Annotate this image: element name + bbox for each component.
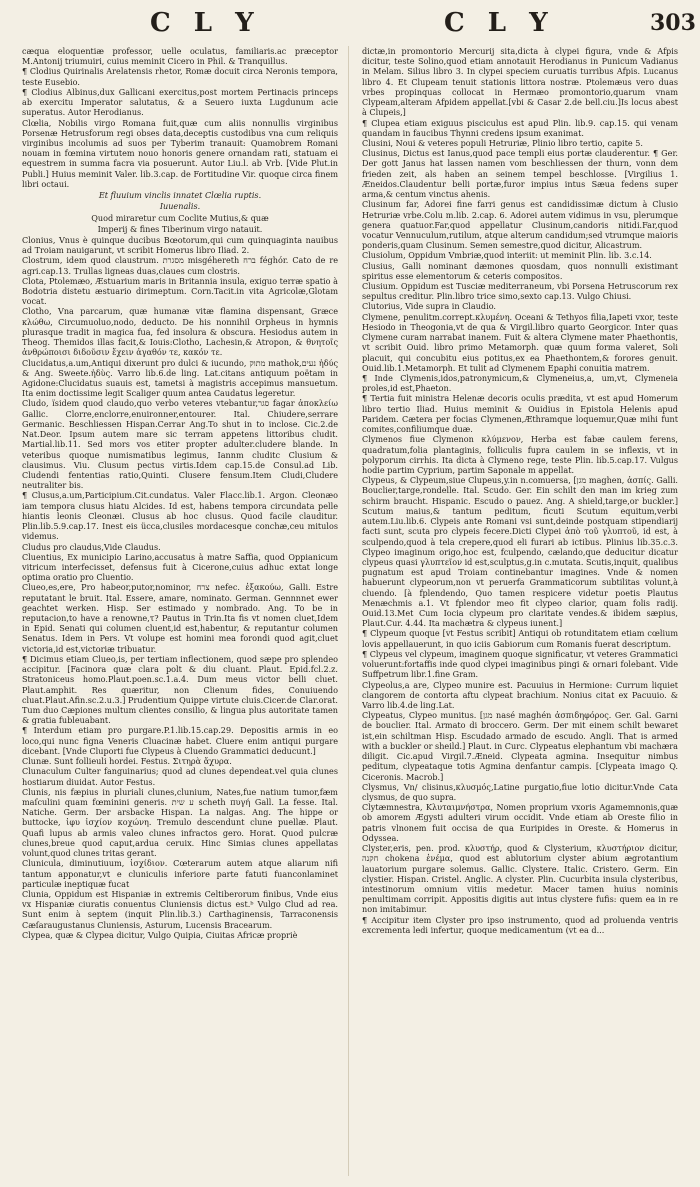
- dictionary-entry: Clunæ. Sunt follieuli hordei. Festus. Σιτηρὰ ἄχυρα.: [22, 756, 232, 767]
- dictionary-entry: ¶ Interdum etiam pro purgare.P.1.lib.15.cap.29. Depositis armis in eo loco,qui nunc figna Veneris Cluacinæ habet. Cluere enim antiqui purgare dicebant. [Vnde Cluporti fue Clypeus à Cluendo Grammatici deducunt.]: [22, 725, 338, 756]
- right-text-column: [362, 46, 678, 1176]
- dictionary-entry: ¶ Clypeum quoque [vt Festus scribit] Antiqui ob rotunditatem etiam cœlium lovis appellauerunt, in quo iciis Gabiorum cum Romanis fuerat descriptum.: [362, 628, 678, 649]
- dictionary-entry: Clotho, Vna parcarum, quæ humanæ vitæ flamina dispensant, Græce κλώθω, Circumuoluo,nodo, deducto. De his nonnihil Orpheus in hymnis plurasque tradit in magica fua, fed insolura & obscura. Hesiodus autem in Theog. Themidos illas facit,& Iouis:Clotho, Lachesin,& Atropon, & θνητοῖς ἀνθρώποισι διδοῦσιν ἔχειν ἀγαθόν τε, κακόν τε.: [22, 306, 338, 358]
- dictionary-entry: Clostrum, idem quod claustrum. מסגרת misgéhereth ברח féghór. Cato de re agri.cap.13. Trullas ligneas duas,claues cum clostris.: [22, 255, 338, 276]
- dictionary-entry: Clunis, nis fæpius in pluriali clunes,clunium, Nates,fue natium tumor,fæm maſculini quam fœminini generis. ע שית scheth πυγή Gall. La fesse. Ital. Natiche. Germ. Der arsbacke Hispan. La nalgas. Ang. The hippe or buttocke, ἰφυ ἰσχίον κοχώνη. Tremulo descendunt clune puellæ. Plaut. Quafi lupus ab armis valeo clunes infractos gero. Horat. Quod pulcræ clunes,breue quod caput,ardua ceruix. Hinc Simias clunes appellatas volunt,quod clunes tritas gerant.: [22, 786, 338, 859]
- dictionary-entry: Et fluuium vinclis innatet Clœlia ruptis.: [98, 190, 262, 201]
- dictionary-entry: Cludo, ïsidem quod claudo,quo verbo veteres vtebantur,סגר fagar ἀποκλείω Gallic. Clorre,enclorre,enuironner,entourer. Ital. Chiudere,serrare Germanic. Beschliessen Hispan.Cerrar Ang.To shut in to inclose. Cic.2.de Nat.Deor. Ipsum autem mare sic terram appetens littoribus cludit. Martial.lib.11. Sed mors vos etiter propter adulter.cludere blande. In veteribus quoque numismatibus legimus, Iannm cluditc Clusium & clausimus. Viu. Clusum pectus virtis.Idem cap.15.de Consul.ad Lib. Cludendi fententias ratio,Quinti. Clusere fensum.Item Cludi,Cludere neutraliter bis.: [22, 398, 338, 491]
- dictionary-entry: Clypeatus, Clypeo munitus. [מגן nasé maghén ἀσπιδηφόρος. Ger. Gal. Garni de bouclier. Ital. Armato di broccero. Germ. Der mit einem schilt bewaret ist,ein schiltman Hisp. Escudado armado de escudo. Angli. That is armed with a buckler or sheild.] Plaut. in Curc. Clypeatus elephantum vbi machæra diligit. Cic.apud Virgil.7.Æneid. Clypeata agmina. Insequitur nimbus peditum, clypeataque totis Agmina denfantur campis. [Clypeata imago Q. Ciceronis. Macrob.]: [362, 710, 678, 782]
- dictionary-entry: Clœlia, Nobilis virgo Romana fuit,quæ cum aliis nonnullis virginibus Porsenæ Hetrusforum regi obses data,deceptis custodibus vna cum reliquis virginibus incolumis ad suos per Tyberim tranauit: Quamobrem Romani nouam in fœmina virtutem nouo honoris genere ornandam rati, statuam ei equestrem in summa facra via posuerunt. Autor Liu.l. ab Vrb. [Vide Plut.in Publi.] Huius meminit Valer. lib.3.cap. de Fortitudine Vir. quoque circa finem libri octaui.: [22, 117, 338, 189]
- dictionary-entry: Clonius, Vnus è quinque ducibus Bœotorum,qui cum quinquaginta nauibus ad Troiam nauigarunt, vt scribit Homerus libro Iliad. 2.: [22, 234, 338, 256]
- page-number: 303: [650, 10, 696, 36]
- dictionary-entry: ¶ Clupea etiam exiguus pisciculus est apud Plin. lib.9. cap.15. qui venam quandam in faucibus Thynni credens ipsum exanimat.: [362, 117, 678, 138]
- dictionary-entry: Clusinus, Dictus est Ianus,quod pace templi eius portæ clauderentur. ¶ Ger. Der gott Janus hat lassen namen vom beschliessen der thurn, vonn dem frieden zeit, als haben an seinem tempel beschlosse. [Virgilius 1. Æneidos.Claudentur belli portæ,furor impius intus Sæua fedens super arma,& centum vinctus ahenis.: [362, 148, 678, 200]
- dictionary-entry: Clutorius, Vide supra in Claudio.: [362, 301, 497, 312]
- dictionary-entry: Clueo,es,ere, Pro habeor,putor,nominor, צרח nefec. ἐξακούω, Galli. Estre reputatant le bruit. Ital. Essere, amare, nominato. German. Gennnnet ewer geachtet werken. Hisp. Ser estimado y nombrado. Ang. To be in reputacion,to have a renowne,τ? Pautus in Trin.Ita fis vt nomen cluet,Idem in Epid. Senati qui columen cluent,id est,habentur, & reputantur columen Senatus. Idem in Pers. Vt volupe est homini mea forondi quod agit,cluet victoria,id est,victoriæ tribuatur.: [22, 582, 338, 654]
- dictionary-entry: Clunicula, diminutiuum, ἰσχίδιον. Cœterarum autem atque aliarum nifi tantum apponatur,vt e cluniculis inferiore parte fatuti fuanconlaminet particulæ ineptiquæ fucat: [22, 858, 338, 889]
- dictionary-entry: Iuuenalis.: [159, 201, 201, 212]
- dictionary-entry: ¶ Tertia fuit ministra Helenæ decoris oculis prædita, vt est apud Homerum libro tertio Iliad. Huius meminit & Ouidius in Epistola Helenis apud Paridem. Cætera per focias Clymenen,Æthramque loquemur,Quæ mihi funt comites,confiliumque duæ.: [362, 393, 678, 435]
- dictionary-entry: ¶ Clusus,a.um,Participium.Cit.cundatus. Valer Flacc.lib.1. Argon. Cleonæo iam tempora clusus hiatu Alcides. Id est, habens tempora circundata pelle hiantis leonis Cleonæi. Clusus ab hoc clusus. Quod facile clauditur. Plin.lib.5.9.cap.17. Inest eis ücca,clusiles mordacesque conchæ,ceu mitulos videmus.: [22, 490, 338, 542]
- column-gutter: [348, 46, 349, 1176]
- dictionary-entry: Clota, Ptolemæo, Æstuarium maris in Britannia insula, exiguo terræ spatio à Bodotria distetu æstuario dirimeptum. Corn.Tacit.in vita Agricolæ,Glotam vocat.: [22, 275, 338, 307]
- dictionary-entry: dictæ,in promontorio Mercurij sita,dicta à clypei figura, vnde & Afpis dicitur, teste Solino,quod etiam annotauit Herodianus in Punicum Vadianus in Melam. Silius libro 3. In clypei speciem curuatis turribus Afpis. Lucanus libro 4. Et Clupeam tenuit stationis littora nostræ. Ptolemæus vero duas vrbes propinquas collocat in Hermæo promontorio,quarum vnam Clypeam,alteram Afpidem appellat.[vbi & Casar 2.de bell.ciu.]Is locus abest à Clupeis,]: [362, 46, 678, 118]
- dictionary-entry: Clunia, Oppidum est Hispaniæ in extremis Celtiberorum finibus, Vnde eius vx Hispaniæ ciuratis conuentus Cluniensis dictus est.ᵇ Vulgo Clud ad rea. Sunt enim à septem (inquit Plin.lib.3.) Carthaginensis, Tarraconensis Cæſaraugustanus Cluniensis, Asturum, Lucensis Bracearum.: [22, 888, 338, 930]
- dictionary-entry: ¶ Accipitur item Clyster pro ipso instrumento, quod ad proluenda ventris excrementa ledi infertur, quoque medicamentum (vt ea d...: [362, 914, 678, 935]
- dictionary-entry: Clymenos fiue Clymenon κλύμενον, Herba est fabæ caulem ferens, quadratum,folia plantaginis, folliculis fupra caulem in se inflexis, vt in polyporum cirrhis. Ita dicta à Clymeno rege, teste Plin. lib.5.cap.17. Vulgus hodie partim Cyprium, partim Saponale m appellat.: [362, 434, 678, 475]
- dictionary-entry: ¶ Clypeus vel clypeum, imaginem quoque significatur, vt veteres Grammatici voluerunt:fortaffis inde quod clypei imaginibus pingi & ornari folebant. Vide Suffpetrum libr.1.fine Gram.: [362, 648, 678, 680]
- dictionary-entry: Clusius, Galli nominant dæmones quosdam, quos nonnulli existimant spiritus esse elementorum & ceteris compositos.: [362, 260, 678, 281]
- dictionary-entry: Clymene, penulitm.corrept.κλυμένη. Oceani & Tethyos filia,Iapeti vxor, teste Hesiodo in Theogonia,vt de qua & Virgil.libro quarto Georgicor. Inter quas Clymene curam narrabat inanem. Fuit & altera Clymene mater Phaethontis, vt scribit Ouid. libro primo Metamorph. quæ quum forma valeret, Soli placuit, qui concubitu eius potitus,ex ea Phaethontem,& forores genuit. Ouid.lib.1.Metamorph. Et tulit ad Clymenem Epaphi conuitia matrem.: [362, 311, 678, 373]
- dictionary-entry: Quod miraretur cum Coclite Mutius,& quæ: [91, 212, 269, 223]
- dictionary-entry: Clypea, quæ & Clypea dicitur, Vulgo Quipia, Ciuitas Africæ propriè: [22, 929, 298, 940]
- dictionary-entry: ¶ Inde Clymenis,idos,patronymicum,& Clymeneius,a, um,vt, Clymeneia proles,id est,Phaeton.: [362, 373, 678, 394]
- dictionary-entry: ¶ Clodius Quirinalis Arelatensis rhetor, Romæ docuit circa Neronis tempora, teste Eusebio.: [22, 66, 338, 87]
- dictionary-entry: ¶ Dicimus etiam Clueo,is, per tertiam inflectionem, quod sæpe pro splendeo accipitur. [Facinora quæ clara polt & diu cluant. Plaut. Epid.fcl.2.z. Stratoniceus homo.Plaut.poen.sc.1.a.4. Dum meus victor belli cluet. Plaut.amphit. Res quæritur, non Clienum fides, Conuiuendo cluat.Plaut.Afin.sc.2.u.3.] Prudentium Quippe virtute cluis.Cicer.de Clar.orat. Tum duo Cæpiones multum clientes consilio, & lingua plus autoritate tamen & gratia fubleuabant.: [22, 653, 338, 726]
- dictionary-entry: Clytæmnestra, Κλυταιμνήστρα, Nomen proprium vxoris Agamemnonis,quæ ob amorem Ægysti adulteri virum occidit. Vnde etiam ab Oreste filio in patris vlnonem fuit occisa de qua Euripides in Oreste. & Homerus in Odyssea.: [362, 802, 678, 843]
- dictionary-entry: Clysmus, Vn/ clisinus,κλυσμός,Latine purgatio,fiue lotio dicitur.Vnde Cata clysmus, de quo supra.: [362, 781, 678, 802]
- dictionary-entry: Clusinum far, Adorei fine farri genus est candidissimæ dictum à Clusio Hetruriæ vrbe.Colu m.lib. 2.cap. 6. Adorei autem vidimus in vsu, plerumque genera quatuor.Far,quod appellatur Clusinum,candoris nitidi.Far,quod vocatur Vennuculum,rutilum, atque alterum candidum;sed vtrumque maioris ponderis,quam Clusinum. Semen semestre,quod dicitur, Alicastrum.: [362, 199, 678, 251]
- dictionary-entry: Clypeolus,a are, Clypeo munire est. Pacuuius in Hermione: Currum liquiet clangorem de contorta aftu clypeat brachium. Nonius citat ex Pacuuio. & Varro lib.4.de ling.Lat.: [362, 679, 678, 710]
- dictionary-entry: Clunaculum Culter fanguinarius; quod ad clunes dependeat.vel quia clunes hostiarum diuidat. Autor Festus.: [22, 766, 338, 787]
- dictionary-entry: Imperij & fines Tiberinum virgo natauit.: [97, 223, 263, 234]
- dictionary-entry: ¶ Clodius Albinus,dux Gallicani exercitus,post mortem Pertinacis princeps ab exercitu Imperator salutatus, & a Seuero iuxta Lugdunum acie superatus. Autor Herodianus.: [22, 86, 338, 118]
- running-header: [0, 8, 700, 42]
- dictionary-entry: Clucidatus,a.um,Antiqui dixerunt pro dulci & iucundo, מתוק mathok,נעים ἡδύς & Ang. Sweete.ἡδὺς. Varro lib.6.de ling. Lat.citans antiquum poëtam in Agidone:Clucidatus suauis est, tametsi à magistris accepimus mansuetum. Ita enim doctissime legit Scaliger quum antea Caudatus legeretur.: [22, 357, 338, 399]
- left-text-column: [22, 46, 338, 1176]
- dictionary-entry: Clusini, Noui & veteres populi Hetruriæ, Plinio libro tertio, capite 5.: [362, 137, 643, 148]
- dictionary-entry: Cluentius, Ex municipio Larino,accusatus à matre Saffia, quod Oppianicum vitricum interfecisset, defensus fuit à Cicerone,cuius adhuc extat longe optima oratio pro Cluentio.: [22, 551, 338, 583]
- dictionary-entry: Clusium. Oppidum est Tusciæ mediterraneum, vbi Porsena Hetruscorum rex sepultus creditur. Plin.libro trice simo,sexto cap.13. Vulgo Chiusi.: [362, 281, 678, 302]
- dictionary-entry: Clypeus, & Clypeum,siue Clupeus,y.in n.comuersa, [מגן maghen, ἀσπίς. Galli. Bouclier,targe,rondelle. Ital. Scudo. Ger. Ein schilt den man im krieg zum schirm braucht. Hispanic. Escudo o pauez. Ang. A shield,targe,or buckler.] Scutum maius,& tantum peditum, ficuti Scutum equitum,verbi autem.Liu.lib.6. Clypeis ante Romani vsi sunt,deinde postquam stipendiarij facti sunt, scuta pro clypeis fecere.Dicti Clypei ἀπὸ τοῦ γλυπτοῦ, id est, à sculpendo,quod à tela crepere,quod eli furari ab ictibus. Plinius lib.35.c.3. Clypeo imaginum origo,hoc est, fculpendo, cælando,que deducitur dicatur clypeus quasi γλυπτεῖον id est,sculptus,g.in c.mutata. Scutis,inquit, qualibus pugnatum est apud Troiam continebantur imagines. Vnde & nomen habuerunt clypeorum,non vt peruerfa Grammaticorum subtilitas volunt,à cluendo. [à fplendendo, Quo tamen respicere videtur poetis Plautus Menæchmis a.1. Vt fplendor meo fit clypeo clarior, quam folis radij. Ouid.13.Met Cum Iocia clypeum pro claritate vendes.& ibidem sæpius, Plaut.Cur. 4.44. Ita machætra & clypeus iunent.]: [362, 475, 678, 629]
- left-running-head: C L Y: [150, 8, 261, 38]
- dictionary-entry: Clusiolum, Oppidum Vmbriæ,quod interiit: ut meminit Plin. lib. 3.c.14.: [362, 250, 652, 261]
- dictionary-entry: cæqua eloquentiæ professor, uelle oculatus, familiaris.ac præceptor M.Antonij triumuiri, cuius meminit Cicero in Phil. & Tranquillus.: [22, 46, 338, 67]
- dictionary-entry: Clyster,eris, pen. prod. κλυστήρ, quod & Clysterium, κλυστήριον dicitur, חקנה chokena ἐνέμα, quod est ablutorium clyster abium ægrotantium lauatorium purgare solemus. Gallic. Clystere. Italic. Cristero. Germ. Ein clystier. Hispan. Cristel. Anglic. A clyster. Plin. Cucurbita insula clysteribus, intestinorum omnium vitiis medetur. Macer tamen huius nominis penultimam corripit. Appositis digitis aut intus clystere fufis: quem ea in re non imitabimur.: [362, 843, 678, 915]
- dictionary-entry: Cludus pro claudus,Vide Claudus.: [22, 541, 161, 552]
- right-running-head: C L Y: [444, 8, 555, 38]
